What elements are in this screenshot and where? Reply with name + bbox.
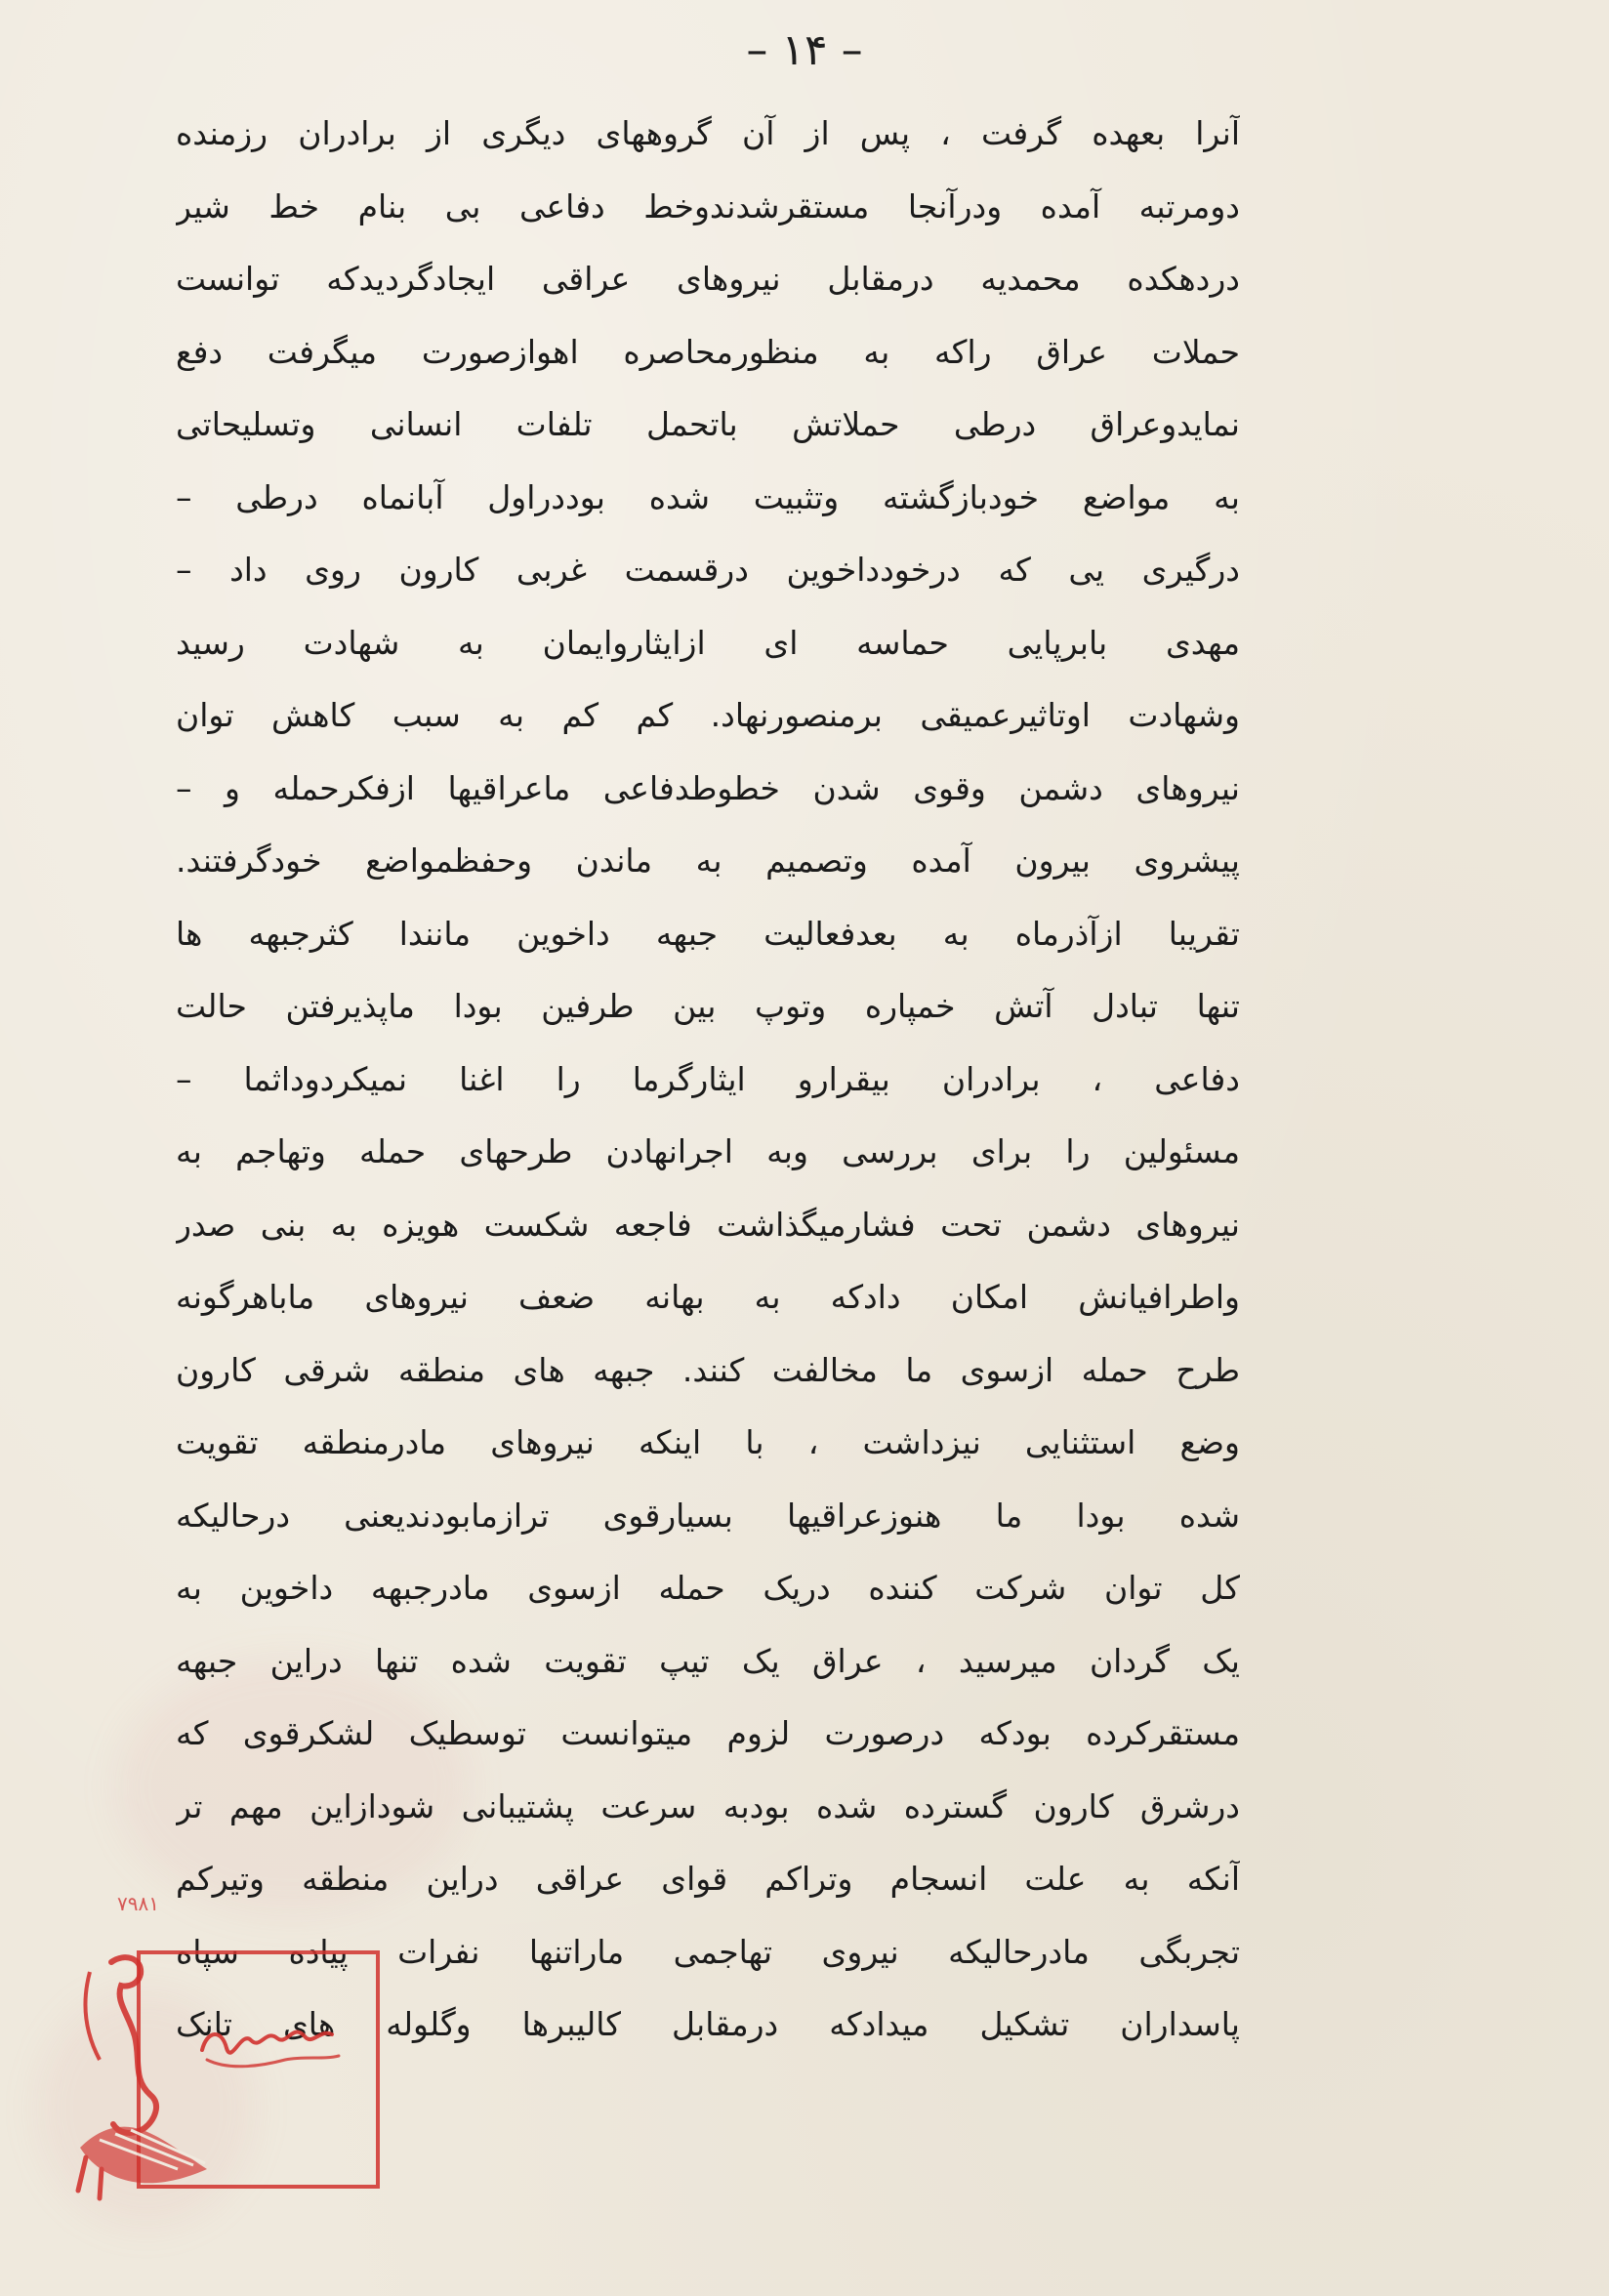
text-line: آنرا بعهده گرفت ، پس از آن گروههای دیگری از برادران رزمنده bbox=[176, 114, 1240, 152]
text-line: کل توان شرکت کننده دریک حمله ازسوی مادرجبهه داخوین به bbox=[176, 1569, 1240, 1607]
text-line: درگیری یی که درخودداخوین درقسمت غربی کارون روی داد – bbox=[176, 551, 1240, 589]
text-line: دفاعی ، برادران بیقرارو ایثارگرما را اغنا نمیکردوداثما – bbox=[176, 1059, 1240, 1098]
text-line: نمایدوعراق درطی حملاتش باتحمل تلفات انسانی وتسلیحاتی bbox=[176, 405, 1240, 443]
text-line: نیروهای دشمن وقوی شدن خطوطدفاعی ماعراقیها ازفکرحمله و – bbox=[176, 768, 1240, 807]
text-line: دردهکده محمدیه درمقابل نیروهای عراقی ایجادگردیدکه توانست bbox=[176, 260, 1240, 298]
text-line: مستقرکرده بودکه درصورت لزوم میتوانست توسطیک لشکرقوی که bbox=[176, 1714, 1240, 1752]
text-line: تنها تبادل آتش خمپاره وتوپ بین طرفین بودا ماپذیرفتن حالت bbox=[176, 987, 1240, 1025]
text-line: به مواضع خودبازگشته وتثبیت شده بوددراول آبانماه درطی – bbox=[176, 477, 1240, 516]
text-line: مهدی بابرپایی حماسه ای ازایثاروایمان به شهادت رسید bbox=[176, 623, 1240, 662]
stamp-graphic bbox=[61, 1913, 392, 2216]
text-line: واطرافیانش امکان دادکه به بهانه ضعف نیروهای ماباهرگونه bbox=[176, 1278, 1240, 1316]
stamp-signature bbox=[202, 2032, 332, 2053]
text-line: دومرتبه آمده ودرآنجا مستقرشدندوخط دفاعی بی بنام خط شیر bbox=[176, 186, 1240, 226]
page-number: – ۱۴ – bbox=[746, 25, 863, 75]
text-line: تجربگی مادرحالیکه نیروی تهاجمی ماراتنها نفرات پیاده سپاه bbox=[176, 1932, 1240, 1971]
text-line: طرح حمله ازسوی ما مخالفت کنند. جبهه های منطقه شرقی کارون bbox=[176, 1350, 1240, 1389]
text-line: وشهادت اوتاثیرعمیقی برمنصورنهاد. کم کم به سبب کاهش توان bbox=[176, 696, 1240, 734]
text-line: درشرق کارون گسترده شده بودبه سرعت پشتیبانی شودازاین مهم تر bbox=[176, 1786, 1240, 1825]
text-line: یک گردان میرسید ، عراق یک تیپ تقویت شده تنها دراین جبهه bbox=[176, 1641, 1240, 1680]
document-body bbox=[176, 98, 1240, 2062]
text-line: پاسداران تشکیل میدادکه درمقابل کالیبرها وگلوله های تانک bbox=[176, 2005, 1240, 2043]
text-line: شده بودا ما هنوزعراقیها بسیارقوی ترازمابودندیعنی درحالیکه bbox=[176, 1496, 1240, 1535]
text-line: نیروهای دشمن تحت فشارمیگذاشت فاجعه شکست هویزه به بنی صدر bbox=[176, 1205, 1240, 1244]
text-line: آنکه به علت انسجام وتراکم قوای عراقی دراین منطقه وتیرکم bbox=[176, 1860, 1240, 1898]
text-line: پیشروی بیرون آمده وتصمیم به ماندن وحفظمواضع خودگرفتند. bbox=[176, 841, 1240, 880]
text-line: حملات عراق راکه به منظورمحاصره اهوازصورت میگرفت دفع bbox=[176, 332, 1240, 371]
archive-stamp bbox=[61, 1913, 392, 2216]
stamp-emblem bbox=[78, 1957, 207, 2198]
text-line: تقریبا ازآذرماه به بعدفعالیت جبهه داخوین مانندا کثرجبهه ها bbox=[176, 914, 1240, 953]
stamp-signature-underline bbox=[207, 2056, 339, 2067]
text-line: مسئولین را برای بررسی وبه اجرانهادن طرحهای حمله وتهاجم به bbox=[176, 1132, 1240, 1170]
stamp-number: ۷۹۸۱ bbox=[117, 1892, 159, 1915]
text-line: وضع استثنایی نیزداشت ، با اینکه نیروهای مادرمنطقه تقویت bbox=[176, 1423, 1240, 1461]
